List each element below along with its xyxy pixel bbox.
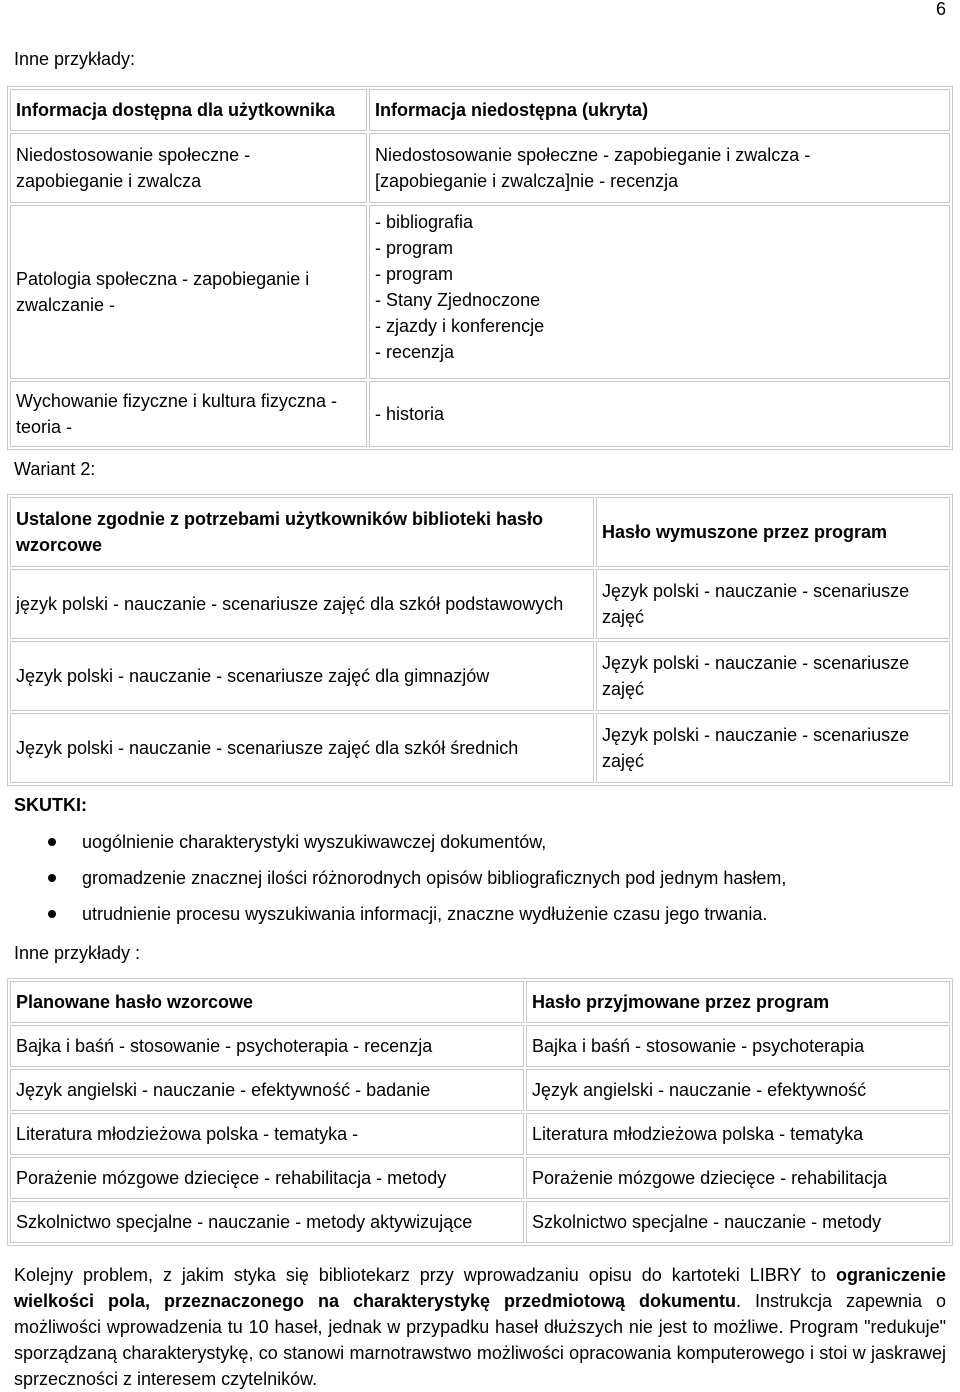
table-row	[10, 713, 950, 783]
list-item	[48, 896, 786, 932]
paragraph-text: . Instrukcja zapewnia o możliwości wprowadzenia tu 10 haseł, jednak w przypadku haseł dłuższych nie jest to możliwe. Program "redukuje" sporządzaną charakterystykę, co stanowi marnotrawstwo możliwości opracowania komputerowego i stoi w jaskrawej sprzeczności z interesem czytelników.	[14, 1291, 946, 1389]
table-header-row	[10, 981, 950, 1023]
table-row	[10, 641, 950, 711]
list-item	[48, 824, 786, 860]
list-item	[48, 860, 786, 896]
table-cell: Porażenie mózgowe dziecięce - rehabilitacja	[526, 1157, 950, 1199]
bullet-icon	[48, 910, 56, 918]
table-cell: Szkolnictwo specjalne - nauczanie - metody aktywizujące	[10, 1201, 524, 1243]
table-planned-vs-accepted	[7, 978, 953, 1246]
final-paragraph	[14, 1262, 946, 1392]
table-row	[10, 1157, 950, 1199]
table-header-cell: Informacja niedostępna (ukryta)	[369, 89, 950, 131]
table-cell: Język angielski - nauczanie - efektywność - badanie	[10, 1069, 524, 1111]
table-cell: Patologia społeczna - zapobieganie i zwalczanie -	[10, 205, 367, 379]
table-cell: Porażenie mózgowe dziecięce - rehabilitacja - metody	[10, 1157, 524, 1199]
list-item-text: gromadzenie znacznej ilości różnorodnych opisów bibliograficznych pod jednym hasłem,	[82, 868, 787, 888]
table-row	[10, 381, 950, 447]
table-row	[10, 1025, 950, 1067]
table-cell: język polski - nauczanie - scenariusze zajęć dla szkół podstawowych	[10, 569, 594, 639]
table-cell: Niedostosowanie społeczne - zapobieganie i zwalcza - [zapobieganie i zwalcza]nie - recenzja	[369, 133, 950, 203]
table-cell: Bajka i baśń - stosowanie - psychoterapia	[526, 1025, 950, 1067]
table-cell: Literatura młodzieżowa polska - tematyka -	[10, 1113, 524, 1155]
table-row	[10, 205, 950, 379]
table-header-cell: Planowane hasło wzorcowe	[10, 981, 524, 1023]
table-row	[10, 133, 950, 203]
table-cell: Niedostosowanie społeczne - zapobieganie i zwalcza	[10, 133, 367, 203]
table-cell: Bajka i baśń - stosowanie - psychoterapia - recenzja	[10, 1025, 524, 1067]
variant-label: Wariant 2:	[14, 459, 96, 479]
table-cell: Wychowanie fizyczne i kultura fizyczna - teoria -	[10, 381, 367, 447]
bullet-icon	[48, 838, 56, 846]
bullet-icon	[48, 874, 56, 882]
page-number: 6	[935, 0, 946, 19]
paragraph-emphasis: ograniczenie wielkości pola, przeznaczonego na charakterystykę przedmiotową dokumentu	[14, 1265, 946, 1311]
table-header-cell: Hasło przyjmowane przez program	[526, 981, 950, 1023]
table-header-row	[10, 497, 950, 567]
table-cell: - historia	[369, 381, 950, 447]
list-item-text: utrudnienie procesu wyszukiwania informacji, znaczne wydłużenie czasu jego trwania.	[82, 904, 768, 924]
table-cell: Język polski - nauczanie - scenariusze zajęć	[596, 713, 950, 783]
table-cell: - bibliografia - program - program - Stany Zjednoczone - zjazdy i konferencje - recenzja	[369, 205, 950, 379]
table-cell: Język polski - nauczanie - scenariusze zajęć	[596, 569, 950, 639]
table-variant-2	[7, 494, 953, 786]
table-row	[10, 1113, 950, 1155]
table-header-row	[10, 89, 950, 131]
table-cell: Język polski - nauczanie - scenariusze zajęć dla szkół średnich	[10, 713, 594, 783]
effects-label: SKUTKI:	[14, 795, 87, 815]
table-cell: Szkolnictwo specjalne - nauczanie - metody	[526, 1201, 950, 1243]
paragraph-text: Kolejny problem, z jakim styka się bibliotekarz przy wprowadzaniu opisu do kartoteki LIBRY to	[14, 1265, 836, 1285]
table-header-cell: Ustalone zgodnie z potrzebami użytkowników biblioteki hasło wzorcowe	[10, 497, 594, 567]
list-item-text: uogólnienie charakterystyki wyszukiwawczej dokumentów,	[82, 832, 547, 852]
table-cell: Literatura młodzieżowa polska - tematyka	[526, 1113, 950, 1155]
other-examples-label: Inne przykłady :	[14, 943, 141, 963]
table-row	[10, 1201, 950, 1243]
table-header-cell: Hasło wymuszone przez program	[596, 497, 950, 567]
intro-label: Inne przykłady:	[14, 49, 136, 69]
table-cell: Język angielski - nauczanie - efektywność	[526, 1069, 950, 1111]
table-row	[10, 569, 950, 639]
table-header-cell: Informacja dostępna dla użytkownika	[10, 89, 367, 131]
effects-list	[48, 824, 786, 932]
table-row	[10, 1069, 950, 1111]
table-cell: Język polski - nauczanie - scenariusze zajęć	[596, 641, 950, 711]
table-available-vs-hidden	[7, 86, 953, 450]
table-cell: Język polski - nauczanie - scenariusze zajęć dla gimnazjów	[10, 641, 594, 711]
